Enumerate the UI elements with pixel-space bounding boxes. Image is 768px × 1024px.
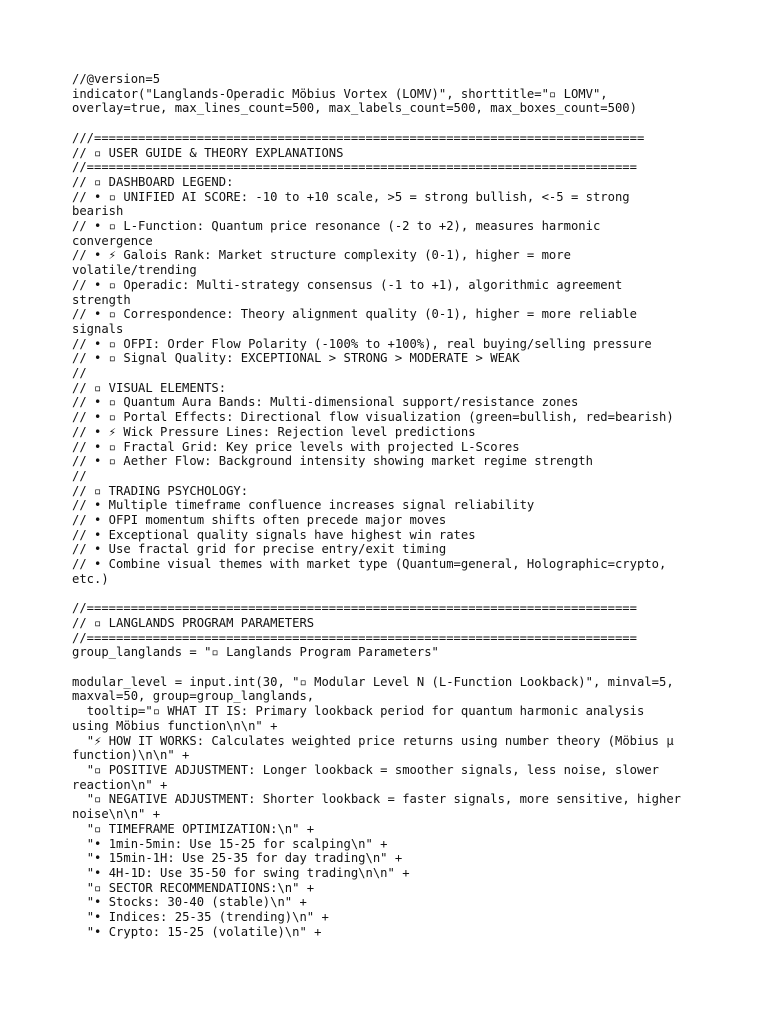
code-line: // • ▫ Fractal Grid: Key price levels with projected L-Scores xyxy=(72,439,520,454)
code-line: // • ▫ Correspondence: Theory alignment quality (0-1), higher = more reliable xyxy=(72,307,637,322)
code-line: group_langlands = "▫ Langlands Program Parameters" xyxy=(72,645,439,660)
code-line: // ▫ USER GUIDE & THEORY EXPLANATIONS xyxy=(72,145,344,160)
code-line: //=========================================================================== xyxy=(72,160,637,175)
code-line: // • OFPI momentum shifts often precede major moves xyxy=(72,513,447,528)
code-line: bearish xyxy=(72,204,124,219)
code-line: // xyxy=(72,366,87,381)
code-line: volatile/trending xyxy=(72,263,197,278)
code-line: // ▫ TRADING PSYCHOLOGY: xyxy=(72,483,249,498)
code-line: // xyxy=(72,468,87,483)
code-line: "▫ POSITIVE ADJUSTMENT: Longer lookback = smoother signals, less noise, slower xyxy=(72,763,660,777)
code-line: "• Indices: 25-35 (trending)\n" + xyxy=(72,910,329,925)
code-line: "▫ SECTOR RECOMMENDATIONS:\n" + xyxy=(72,880,315,895)
code-line: // • ▫ Aether Flow: Background intensity showing market regime strength xyxy=(72,454,593,469)
code-line: // • ▫ OFPI: Order Flow Polarity (-100% to +100%), real buying/selling pressure xyxy=(72,336,652,351)
code-line: //@version=5 xyxy=(72,72,161,86)
code-line: // • ▫ L-Function: Quantum price resonance (-2 to +2), measures harmonic xyxy=(72,219,601,234)
code-line: "⚡ HOW IT WORKS: Calculates weighted price returns using number theory (Möbius μ xyxy=(72,733,674,748)
code-line: // • ▫ Portal Effects: Directional flow visualization (green=bullish, red=bearish) xyxy=(72,410,674,425)
code-line: // • Use fractal grid for precise entry/exit timing xyxy=(72,542,447,557)
code-line: overlay=true, max_lines_count=500, max_labels_count=500, max_boxes_count=500) xyxy=(72,101,637,116)
code-line: "• Crypto: 15-25 (volatile)\n" + xyxy=(72,924,322,939)
code-line: // • Combine visual themes with market type (Quantum=general, Holographic=crypto, xyxy=(72,557,667,572)
code-line: "▫ NEGATIVE ADJUSTMENT: Shorter lookback = faster signals, more sensitive, higher xyxy=(72,792,682,807)
code-document xyxy=(72,72,712,939)
code-line: // • ⚡ Galois Rank: Market structure complexity (0-1), higher = more xyxy=(72,248,571,263)
code-line: maxval=50, group=group_langlands, xyxy=(72,689,315,704)
code-line: // • Exceptional quality signals have highest win rates xyxy=(72,527,476,542)
code-line: //=========================================================================== xyxy=(72,630,637,645)
code-line: using Möbius function\n\n" + xyxy=(72,718,278,733)
code-line: modular_level = input.int(30, "▫ Modular Level N (L-Function Lookback)", minval=5, xyxy=(72,674,674,689)
code-line: tooltip="▫ WHAT IT IS: Primary lookback period for quantum harmonic analysis xyxy=(72,704,645,719)
code-line: // • ▫ Signal Quality: EXCEPTIONAL > STRONG > MODERATE > WEAK xyxy=(72,351,520,366)
code-line: //=========================================================================== xyxy=(72,601,637,616)
code-line: strength xyxy=(72,292,131,307)
code-line: "• 15min-1H: Use 25-35 for day trading\n" + xyxy=(72,851,403,866)
code-line: ///=========================================================================== xyxy=(72,130,645,145)
code-line xyxy=(72,587,712,602)
code-line: indicator("Langlands-Operadic Möbius Vortex (LOMV)", shorttitle="▫ LOMV", xyxy=(72,86,608,101)
code-line: // • Multiple timeframe confluence increases signal reliability xyxy=(72,498,535,513)
code-line: "• Stocks: 30-40 (stable)\n" + xyxy=(72,895,307,910)
code-line: noise\n\n" + xyxy=(72,807,161,822)
code-line: // ▫ DASHBOARD LEGEND: xyxy=(72,174,234,189)
code-line xyxy=(72,660,712,675)
code-line: // • ▫ Operadic: Multi-strategy consensus (-1 to +1), algorithmic agreement xyxy=(72,277,623,292)
code-line: // ▫ LANGLANDS PROGRAM PARAMETERS xyxy=(72,615,315,630)
code-line: // • ▫ Quantum Aura Bands: Multi-dimensional support/resistance zones xyxy=(72,395,579,410)
code-line: reaction\n" + xyxy=(72,777,168,792)
code-line: etc.) xyxy=(72,571,109,586)
code-line: convergence xyxy=(72,233,153,248)
code-line: signals xyxy=(72,321,124,336)
code-line: // • ▫ UNIFIED AI SCORE: -10 to +10 scale, >5 = strong bullish, <-5 = strong xyxy=(72,189,630,204)
code-line: "▫ TIMEFRAME OPTIMIZATION:\n" + xyxy=(72,821,315,836)
code-line: "• 1min-5min: Use 15-25 for scalping\n" + xyxy=(72,836,388,851)
code-line: function)\n\n" + xyxy=(72,748,190,763)
code-line: // • ⚡ Wick Pressure Lines: Rejection level predictions xyxy=(72,424,476,439)
code-line: "• 4H-1D: Use 35-50 for swing trading\n\n" + xyxy=(72,865,410,880)
code-line: // ▫ VISUAL ELEMENTS: xyxy=(72,380,227,395)
code-line xyxy=(72,116,712,131)
